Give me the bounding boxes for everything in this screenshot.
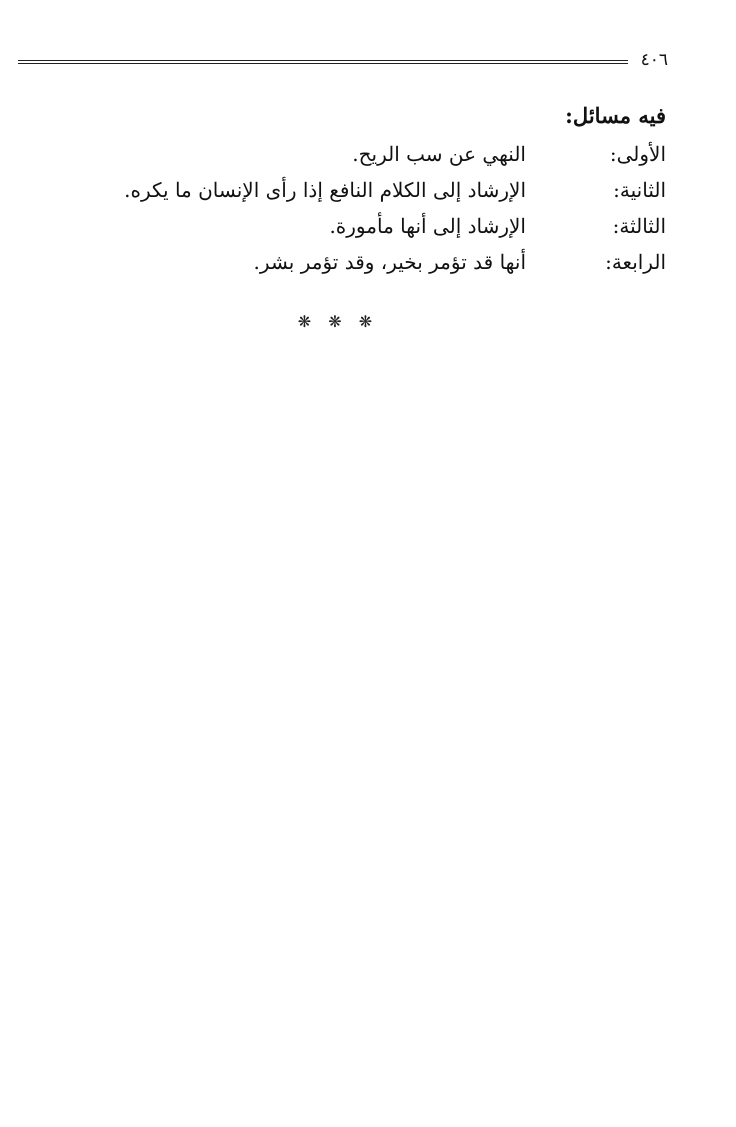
issues-section [106, 100, 666, 280]
section-heading: فيه مسائل: [565, 103, 666, 128]
issue-label: الرابعة: [605, 250, 666, 274]
issue-text: النهي عن سب الريح. [352, 142, 526, 166]
issue-row-2 [106, 172, 666, 208]
header-double-rule [18, 60, 628, 64]
issue-text: الإرشاد إلى أنها مأمورة. [329, 214, 526, 238]
issue-label: الأولى: [609, 142, 666, 166]
issue-label: الثالثة: [612, 214, 666, 238]
issue-row-1 [106, 136, 666, 172]
issue-row-4 [106, 244, 666, 280]
issue-text: الإرشاد إلى الكلام النافع إذا رأى الإنسان ما يكره. [124, 178, 526, 202]
section-separator-asterisks: ❋ ❋ ❋ [297, 312, 379, 331]
issue-text: أنها قد تؤمر بخير، وقد تؤمر بشر. [253, 250, 526, 274]
issue-row-3 [106, 208, 666, 244]
page-number: ٤٠٦ [640, 50, 668, 70]
page-header [18, 50, 668, 74]
issue-label: الثانية: [613, 178, 666, 202]
